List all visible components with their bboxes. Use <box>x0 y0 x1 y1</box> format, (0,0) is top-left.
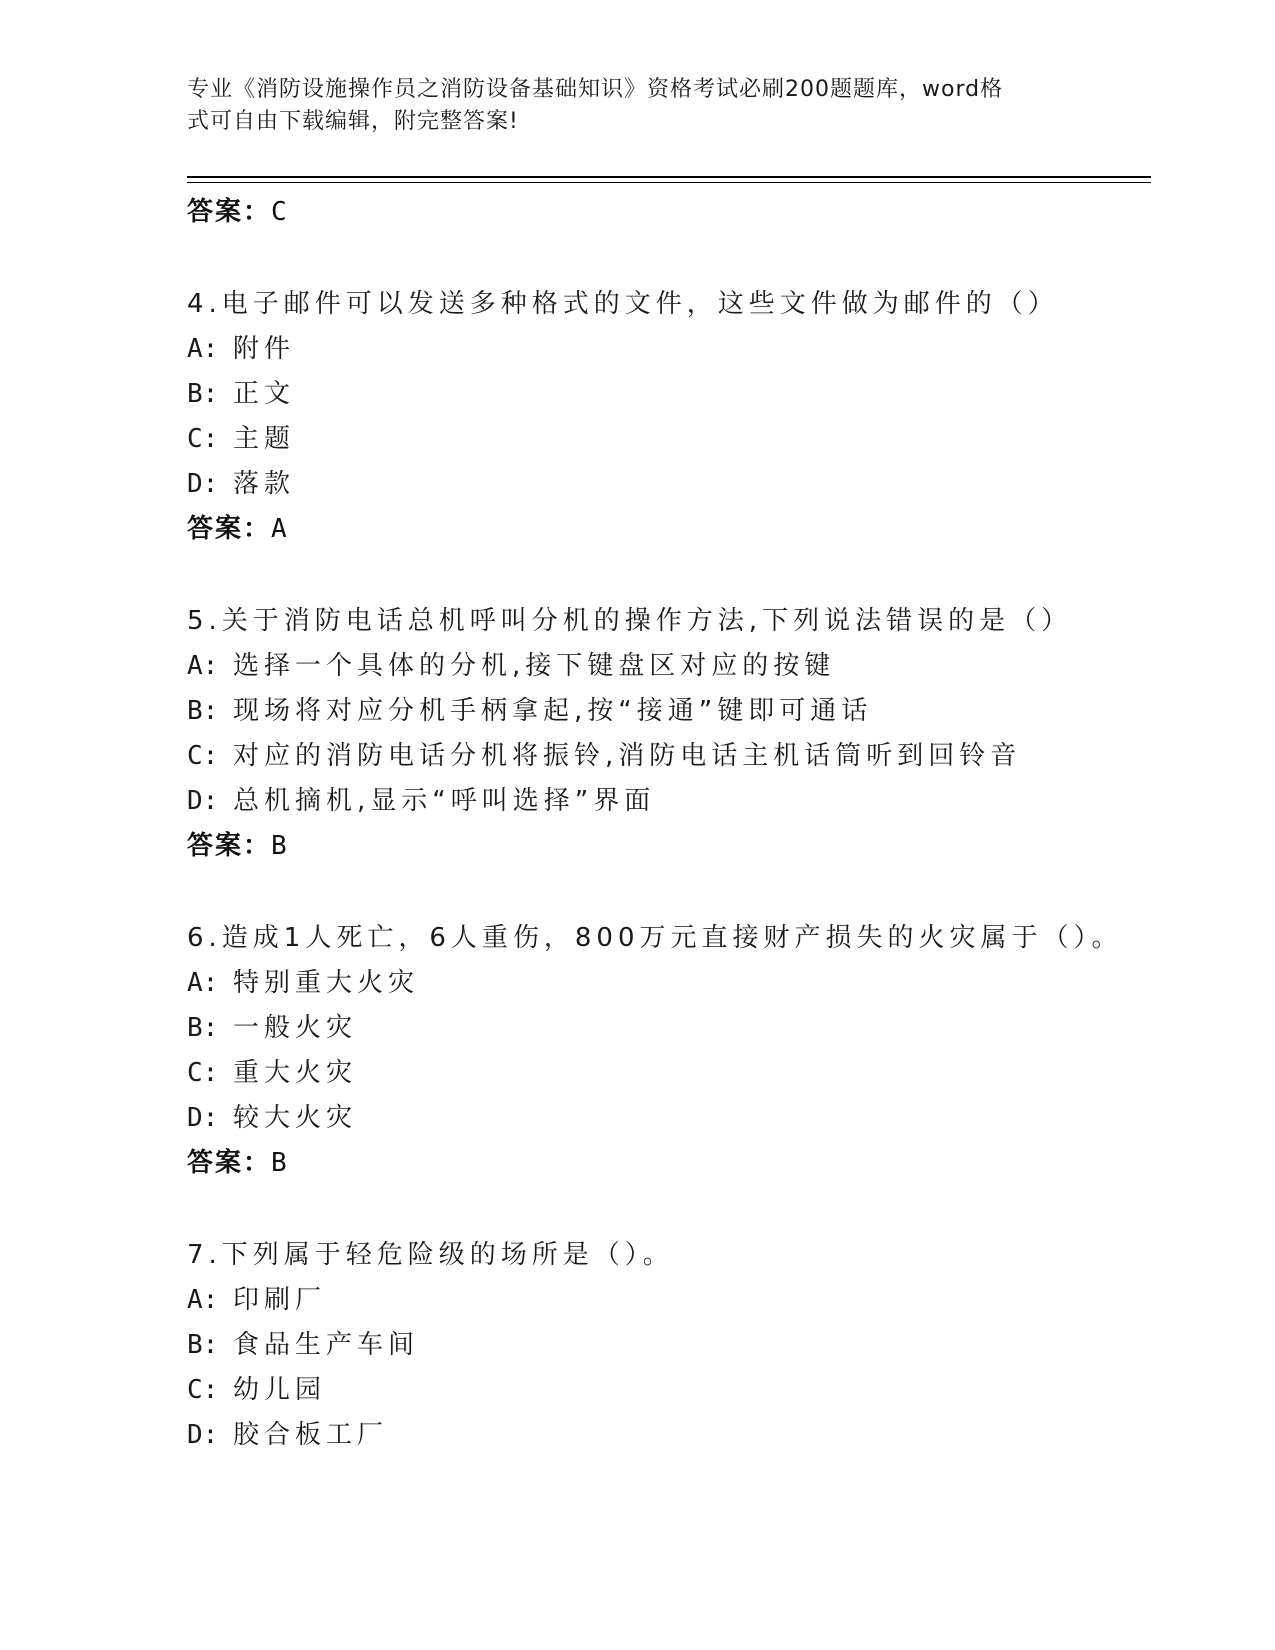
answer-line <box>187 507 1147 551</box>
option-c <box>187 1051 1147 1096</box>
spacer <box>187 234 1147 282</box>
option-letter: C: <box>187 424 219 454</box>
question-list <box>187 190 1147 1458</box>
option-letter: A: <box>187 1285 219 1315</box>
option-b <box>187 1006 1147 1051</box>
question-stem: 7.下列属于轻危险级的场所是（）。 <box>187 1240 674 1270</box>
question-stem: 4.电子邮件可以发送多种格式的文件，这些文件做为邮件的（） <box>187 289 1059 319</box>
answer-value: B <box>271 831 289 861</box>
option-letter: D: <box>187 469 219 499</box>
option-letter: B: <box>187 1013 219 1043</box>
option-a <box>187 1278 1147 1323</box>
answer-label: 答案： <box>187 831 272 861</box>
header-divider-thin <box>187 182 1151 183</box>
option-letter: B: <box>187 379 219 409</box>
header-line-2: 式可自由下载编辑，附完整答案! <box>187 109 519 134</box>
option-d <box>187 1096 1147 1141</box>
option-c <box>187 1368 1147 1413</box>
header-line-1: 专业《消防设施操作员之消防设备基础知识》资格考试必刷200题题库，word格 <box>187 77 1004 102</box>
option-b <box>187 372 1147 417</box>
question-stem: 6.造成1人死亡，6人重伤，800万元直接财产损失的火灾属于（）。 <box>187 923 1123 953</box>
option-d <box>187 462 1147 507</box>
option-text: 选择一个具体的分机,接下键盘区对应的按键 <box>233 651 836 681</box>
document-header <box>187 74 1087 138</box>
option-text: 落款 <box>233 469 296 499</box>
question-block <box>187 599 1147 868</box>
spacer <box>187 868 1147 916</box>
question-stem: 5.关于消防电话总机呼叫分机的操作方法,下列说法错误的是（） <box>187 606 1073 636</box>
option-a <box>187 961 1147 1006</box>
option-text: 主题 <box>233 424 296 454</box>
answer-label: 答案： <box>187 1148 272 1178</box>
option-text: 幼儿园 <box>233 1375 327 1405</box>
option-letter: A: <box>187 968 219 998</box>
option-text: 附件 <box>233 334 296 364</box>
option-letter: D: <box>187 1420 219 1450</box>
answer-line <box>187 190 1147 234</box>
option-letter: C: <box>187 1058 219 1088</box>
answer-label: 答案： <box>187 514 272 544</box>
option-text: 对应的消防电话分机将振铃,消防电话主机话筒听到回铃音 <box>233 741 1022 771</box>
option-letter: C: <box>187 1375 219 1405</box>
answer-line <box>187 1141 1147 1185</box>
option-text: 特别重大火灾 <box>233 968 420 998</box>
option-text: 印刷厂 <box>233 1285 327 1315</box>
option-letter: D: <box>187 1103 219 1133</box>
option-b <box>187 1323 1147 1368</box>
answer-line <box>187 824 1147 868</box>
option-c <box>187 417 1147 462</box>
spacer <box>187 551 1147 599</box>
option-letter: C: <box>187 741 219 771</box>
answer-value: A <box>271 514 289 544</box>
question-block <box>187 916 1147 1185</box>
option-text: 一般火灾 <box>233 1013 358 1043</box>
question-block <box>187 282 1147 551</box>
option-letter: B: <box>187 696 219 726</box>
answer-value: B <box>271 1148 289 1178</box>
option-c <box>187 734 1147 779</box>
option-text: 重大火灾 <box>233 1058 358 1088</box>
answer-value: C <box>271 197 289 227</box>
option-a <box>187 644 1147 689</box>
option-text: 食品生产车间 <box>233 1330 420 1360</box>
header-divider-thick <box>187 176 1151 178</box>
option-letter: B: <box>187 1330 219 1360</box>
spacer <box>187 1185 1147 1233</box>
option-text: 胶合板工厂 <box>233 1420 389 1450</box>
option-d <box>187 1413 1147 1458</box>
option-a <box>187 327 1147 372</box>
option-text: 现场将对应分机手柄拿起,按“接通”键即可通话 <box>233 696 873 726</box>
option-d <box>187 779 1147 824</box>
option-letter: A: <box>187 334 219 364</box>
option-text: 总机摘机,显示“呼叫选择”界面 <box>233 786 656 816</box>
answer-label: 答案： <box>187 197 272 227</box>
option-letter: D: <box>187 786 219 816</box>
option-b <box>187 689 1147 734</box>
option-text: 正文 <box>233 379 296 409</box>
option-letter: A: <box>187 651 219 681</box>
question-block <box>187 1233 1147 1458</box>
option-text: 较大火灾 <box>233 1103 358 1133</box>
